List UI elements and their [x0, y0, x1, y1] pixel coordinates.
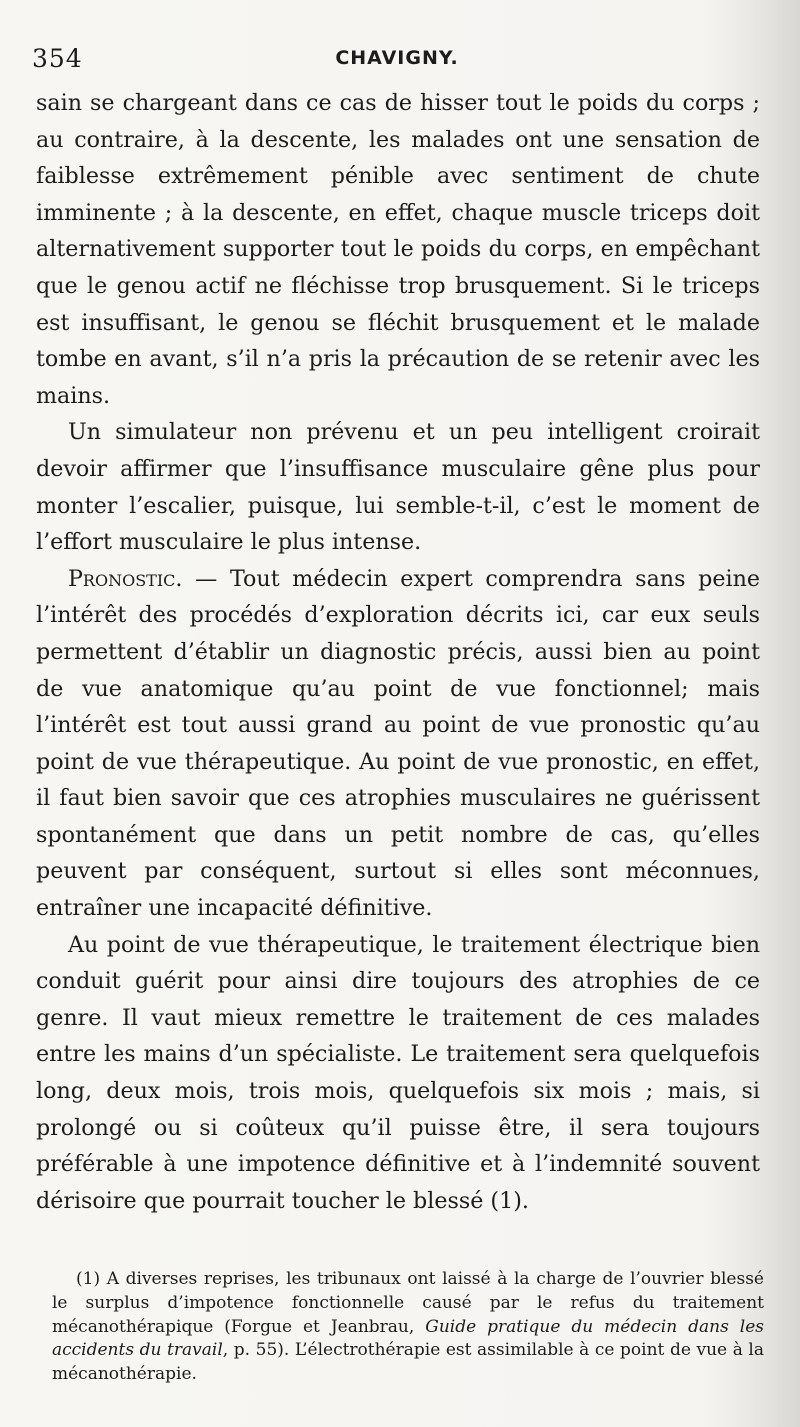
paragraph-3 — [36, 561, 760, 927]
running-title: CHAVIGNY. — [335, 47, 459, 69]
body-text — [36, 85, 760, 1219]
page-header — [32, 44, 762, 78]
paragraph-3-text: — Tout médecin expert comprendra sans peine l’intérêt des procédés d’exploration décrits ici, car eux seuls permettent d’établir un diagnostic précis, aussi bien au point de vue anatomique qu’au point de vue fonctionnel; mais l’intérêt est tout aussi grand au point de vue pronostic qu’au point de vue thérapeutique. Au point de vue pronostic, en effet, il faut bien savoir que ces atrophies musculaires ne guérissent spontanément que dans un petit nombre de cas, qu’elles peuvent par conséquent, surtout si elles sont méconnues, entraîner une incapacité définitive. — [36, 565, 760, 922]
footnote-1-book-title: Guide pratique du médecin dans les accidents du travail — [52, 1316, 764, 1361]
footnote-1-text-b: , p. 55). L’électrothérapie est assimilable à ce point de vue à la mécanothérapie. — [52, 1340, 764, 1385]
footnote-1 — [52, 1268, 764, 1387]
footnote-1-text-a: (1) A diverses reprises, les tribunaux ont laissé à la charge de l’ouvrier blessé le surplus d’impotence fonctionnelle causé par le refus du traitement mécanothérapique (Forgue et Jeanbrau, — [52, 1269, 764, 1337]
paragraph-1: sain se chargeant dans ce cas de hisser tout le poids du corps ; au contraire, à la descente, les malades ont une sensation de faiblesse extrêmement pénible avec sentiment de chute imminente ; à la descente, en effet, chaque muscle triceps doit alternativement supporter tout le poids du corps, en empêchant que le genou actif ne fléchisse trop brusquement. Si le triceps est insuffisant, le genou se fléchit brusquement et le malade tombe en avant, s’il n’a pris la précaution de se retenir avec les mains. — [36, 90, 760, 409]
page-number: 354 — [32, 44, 83, 73]
paragraph-4: Au point de vue thérapeutique, le traitement électrique bien conduit guérit pour ainsi dire toujours des atrophies de ce genre. Il vaut mieux remettre le traitement de ces malades entre les mains d’un spécialiste. Le traitement sera quelquefois long, deux mois, trois mois, quelquefois six mois ; mais, si prolongé ou si coûteux qu’il puisse être, il sera toujours préférable à une impotence définitive et à l’indemnité souvent dérisoire que pourrait toucher le blessé (1). — [36, 931, 760, 1214]
footnote-area — [52, 1268, 764, 1387]
section-heading-pronostic: Pronostic. — [68, 565, 183, 592]
paragraph-2: Un simulateur non prévenu et un peu intelligent croirait devoir affirmer que l’insuffisance musculaire gêne plus pour monter l’escalier, puisque, lui semble-t-il, c’est le moment de l’effort musculaire le plus intense. — [36, 419, 760, 556]
